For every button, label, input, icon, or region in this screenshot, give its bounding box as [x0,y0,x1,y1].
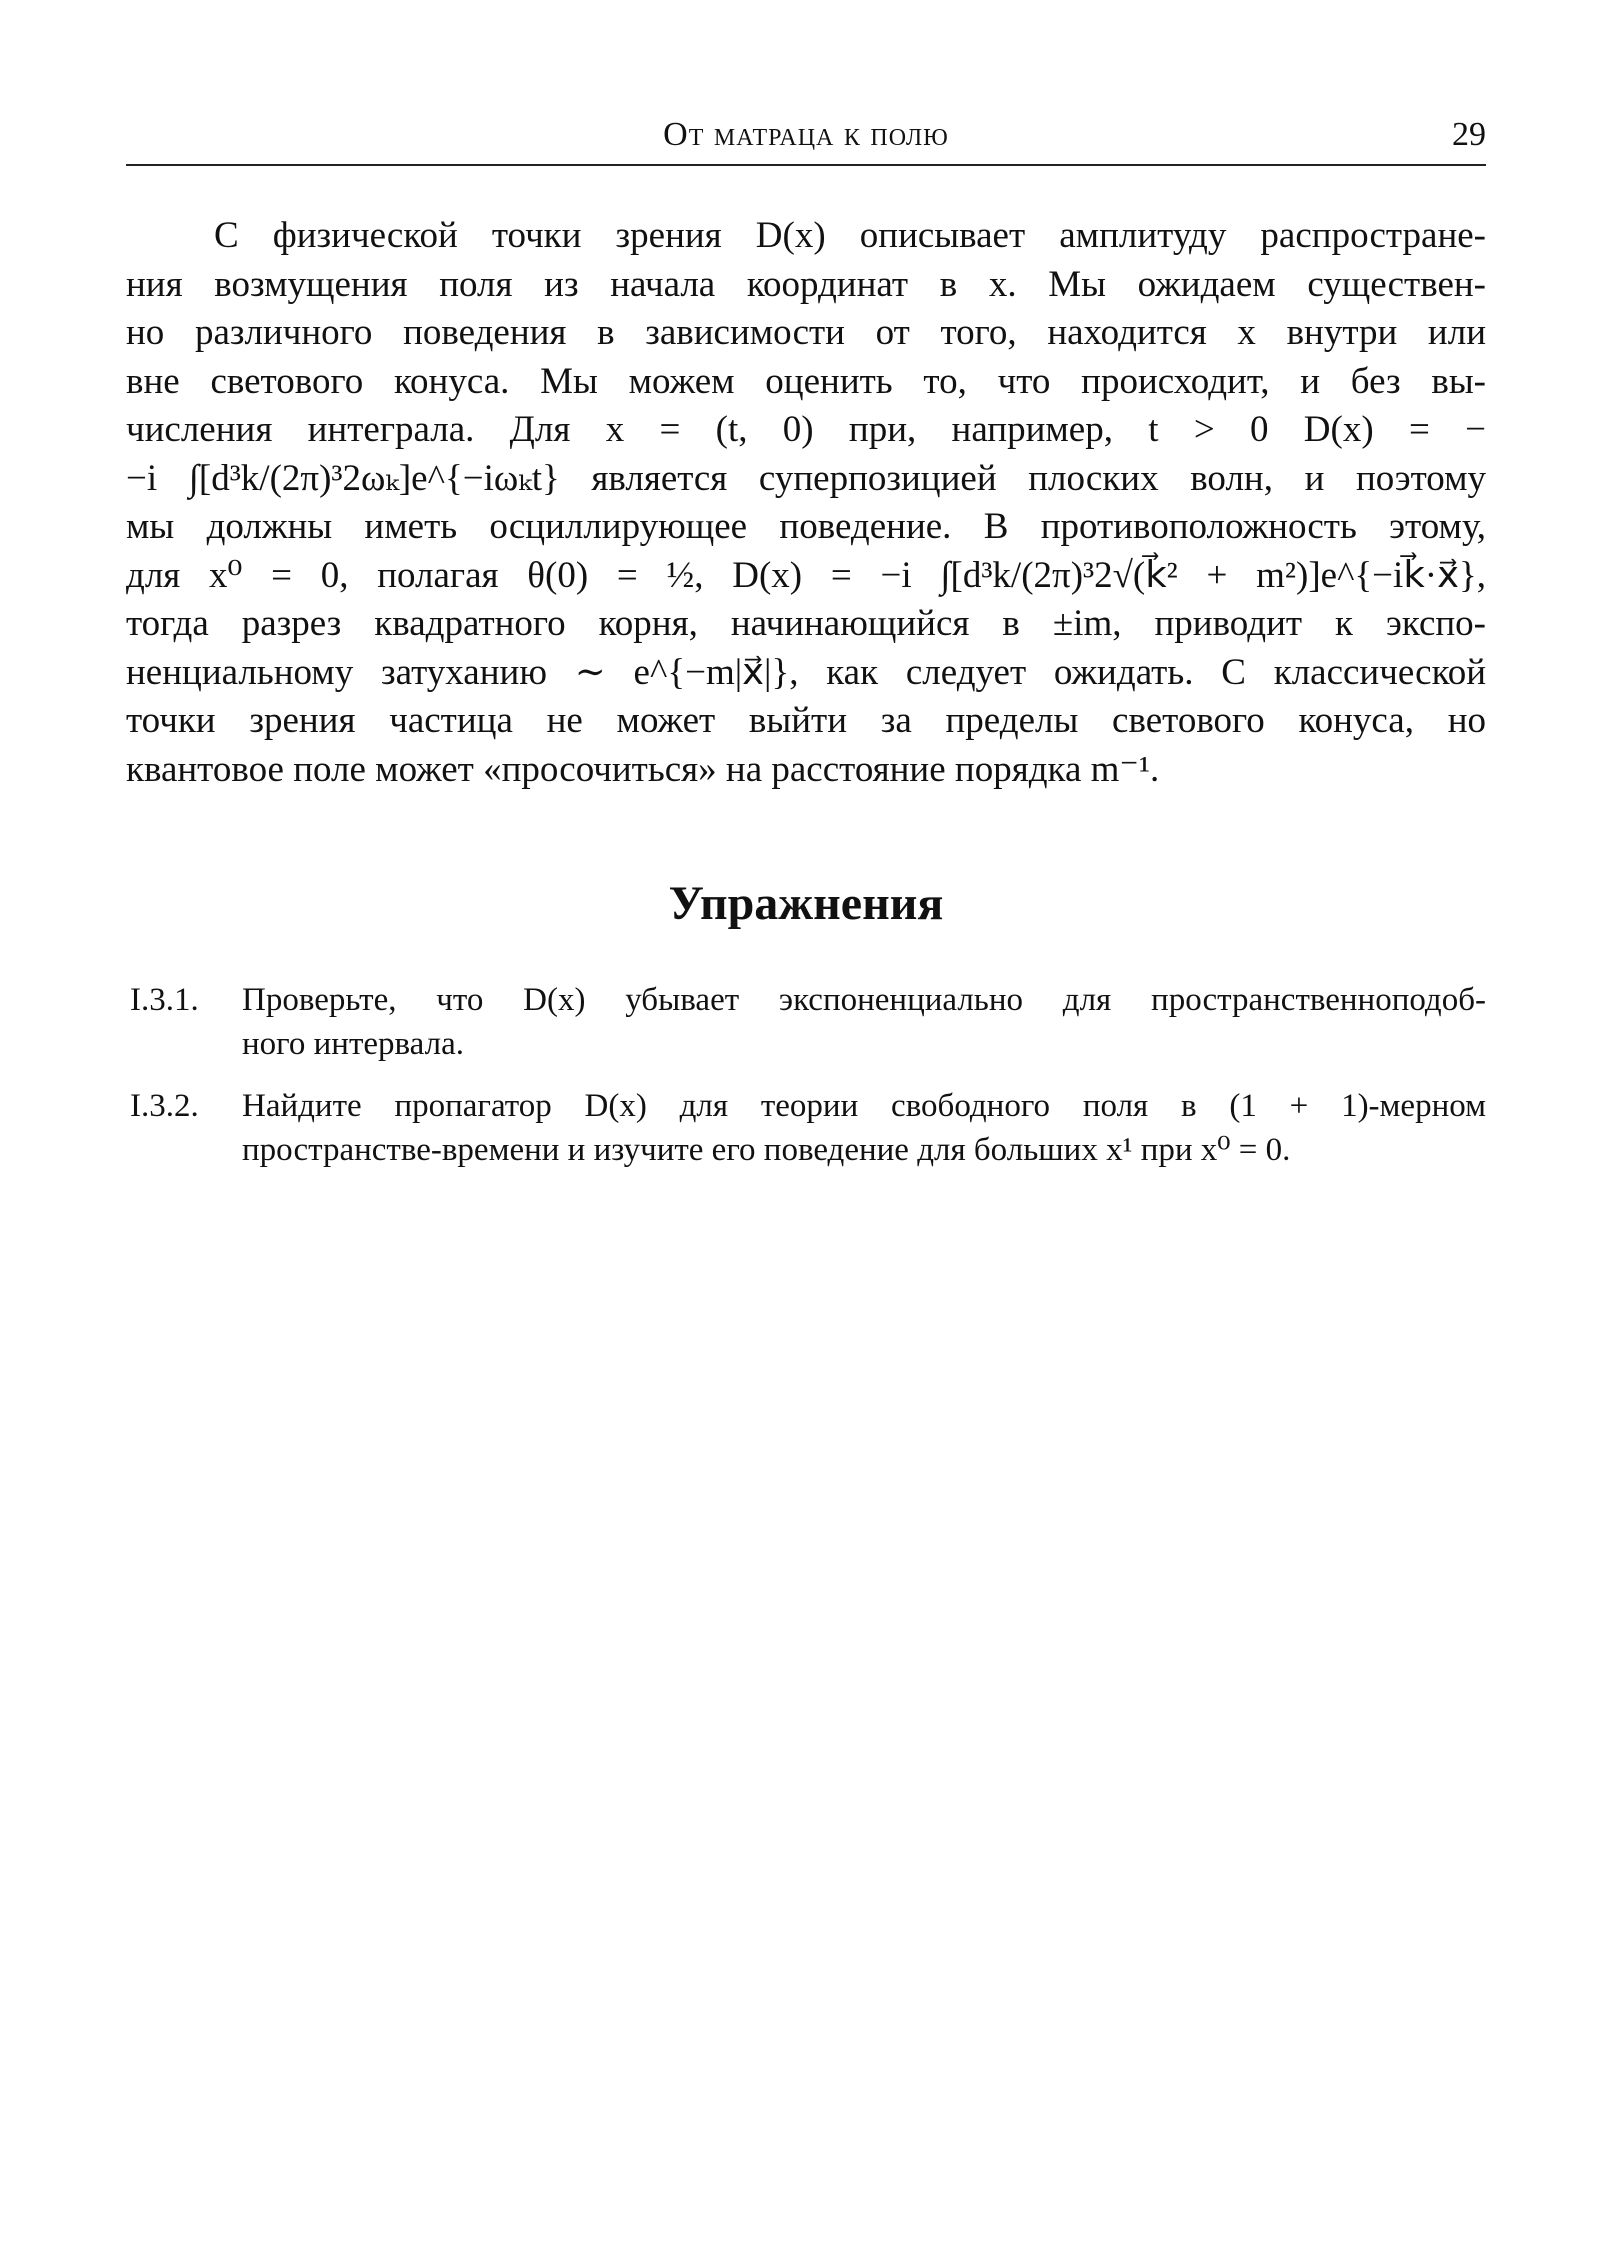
paragraph-line: тогда разрез квадратного корня, начинающийся в ±im, приводит к экспо- [126,603,1486,644]
exercise-text [242,1084,1486,1172]
paragraph-line: точки зрения частица не может выйти за пределы светового конуса, но [126,700,1486,741]
exercise-item [126,1084,1486,1172]
paragraph-line: С физической точки зрения D(x) описывает амплитуду распростране- [214,215,1486,256]
running-head-title: От матраца к полю [663,116,949,153]
paragraph-line: для x⁰ = 0, полагая θ(0) = ½, D(x) = −i ∫[d³k/(2π)³2√(k⃗² + m²)]e^{−ik⃗·x⃗}, [126,554,1486,596]
paragraph-line: ненциальному затуханию ∼ e^{−m|x⃗|}, как следует ожидать. С классической [126,651,1486,693]
page-number: 29 [1452,116,1486,153]
section-heading: Упражнения [668,877,944,930]
exercise-line: Проверьте, что D(x) убывает экспоненциально для пространственноподоб- [242,982,1486,1018]
exercise-text [242,978,1486,1066]
paragraph-line: числения интеграла. Для x = (t, 0) при, например, t > 0 D(x) = − [126,409,1486,450]
body-paragraph [126,212,1486,794]
exercise-number: I.3.1. [130,982,199,1018]
exercise-item [126,978,1486,1066]
paragraph-line: вне светового конуса. Мы можем оценить то, что происходит, и без вы- [126,360,1486,402]
exercise-line: Найдите пропагатор D(x) для теории свободного поля в (1 + 1)-мерном [242,1088,1486,1124]
paragraph-line: −i ∫[d³k/(2π)³2ωₖ]e^{−iωₖt} является суперпозицией плоских волн, и поэтому [126,457,1486,499]
running-head [126,112,1486,166]
paragraph-line: мы должны иметь осциллирующее поведение. В противоположность этому, [126,506,1486,547]
paragraph-line: квантовое поле может «просочиться» на расстояние порядка m⁻¹. [126,748,1160,790]
exercise-line: пространстве-времени и изучите его поведение для больших x¹ при x⁰ = 0. [242,1132,1291,1168]
paragraph-line: но различного поведения в зависимости от того, находится x внутри или [126,312,1486,353]
paragraph-line: ния возмущения поля из начала координат в x. Мы ожидаем существен- [126,263,1486,305]
exercise-line: ного интервала. [242,1026,464,1062]
exercise-number: I.3.2. [130,1088,199,1124]
